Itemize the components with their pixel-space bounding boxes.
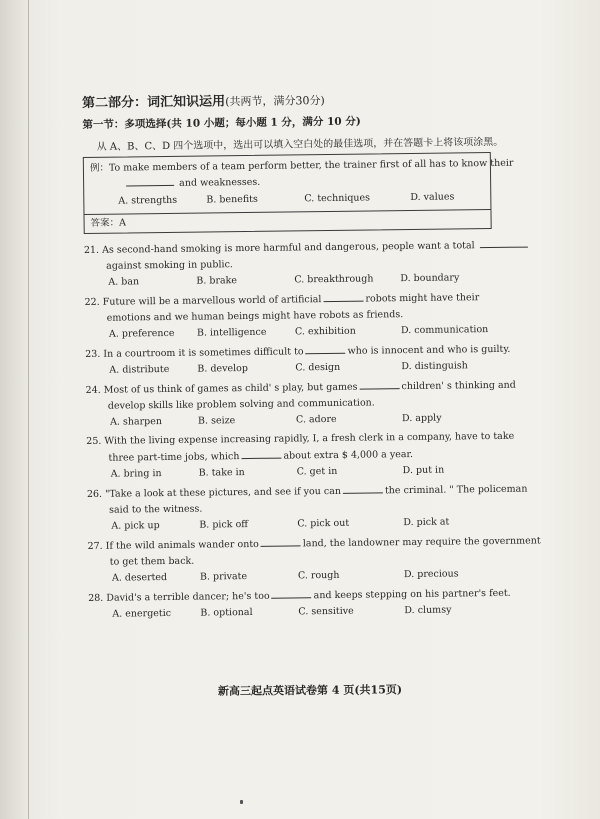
- answer-blank: [480, 237, 528, 249]
- page-footer: 新高三起点英语试卷第 4 页(共15页): [217, 683, 403, 698]
- question-22: 22. Future will be a marvellous world of artificial robots might have their emotions and we human beings might have robots as friends. A. preference B. intelligence C. exhibition D. communication: [84, 289, 505, 343]
- question-26: 26. "Take a look at these pictures, and see if you can the criminal. " The policeman said to the witness. A. pick up B. pick off C. pick out D. pick at: [87, 481, 508, 535]
- example-box: 例：To make members of a team perform better, the trainer first of all has to know their and weaknesses. A. strengths B. benefits C. techniques D. values 答案：A: [83, 152, 492, 234]
- instructions: 从 A、B、C、D 四个选项中，选出可以填入空白处的最佳选项，并在答题卡上将该项涂黑。: [96, 136, 504, 153]
- options: A. preference B. intelligence C. exhibition D. communication: [108, 324, 489, 340]
- question-23: 23. In a courtroom it is sometimes difficult to who is innocent and who is guilty. A. distribute B. develop C. design D. distinguish: [85, 341, 505, 379]
- question-27: 27. If the wild animals wander onto land, the landowner may require the government to get them back. A. deserted B. private C. rough D. precious: [87, 533, 508, 587]
- question-21: 21. As second-hand smoking is more harmful and dangerous, people want a total against smoking in public. A. ban B. brake C. breakthrough D. boundary: [84, 237, 505, 291]
- question-24: 24. Most of us think of games as child' s play, but games children' s thinking and develop skills like problem solving and communication. A. sharpen B. seize C. adore D. apply: [86, 377, 507, 431]
- options: A. ban B. brake C. breakthrough D. boundary: [108, 272, 460, 288]
- question-28: 28. David's a terrible dancer; he's too and keeps stepping on his partner's feet. A. energetic B. optional C. sensitive D. clumsy: [88, 585, 508, 623]
- example-answer: 答案：A: [84, 209, 490, 231]
- answer-blank: [359, 378, 399, 389]
- options: A. distribute B. develop C. design D. distinguish: [109, 360, 468, 376]
- answer-blank: [272, 587, 312, 598]
- options: A. pick up B. pick off C. pick out D. pick at: [111, 516, 450, 532]
- answer-blank: [241, 448, 281, 459]
- section-title: 第二部分：词汇知识运用(共两节，满分30分): [82, 94, 325, 111]
- example-options: A. strengths B. benefits C. techniques D. values: [118, 191, 455, 207]
- page-fold-line: [28, 0, 29, 819]
- answer-blank: [343, 482, 383, 493]
- exam-content: [82, 87, 541, 626]
- answer-blank: [261, 535, 301, 546]
- part-title: 第一节：多项选择(共 10 小题；每小题 1 分，满分 10 分): [82, 115, 361, 131]
- options: A. sharpen B. seize C. adore D. apply: [109, 412, 442, 428]
- scan-mark: [240, 800, 243, 804]
- options: A. bring in B. take in C. get in D. put in: [110, 464, 445, 480]
- question-25: 25. With the living expense increasing rapidly, I, a fresh clerk in a company, have to take three part-time jobs, which about extra $ 4,000 a year. A. bring in B. take in C. get in D. put in: [86, 429, 507, 483]
- answer-blank: [126, 175, 174, 187]
- options: A. energetic B. optional C. sensitive D. clumsy: [112, 604, 452, 620]
- options: A. deserted B. private C. rough D. precious: [111, 568, 459, 584]
- answer-blank: [305, 343, 345, 354]
- answer-blank: [323, 291, 363, 302]
- example-question: 例：To make members of a team perform better, the trainer first of all has to know their: [89, 157, 514, 174]
